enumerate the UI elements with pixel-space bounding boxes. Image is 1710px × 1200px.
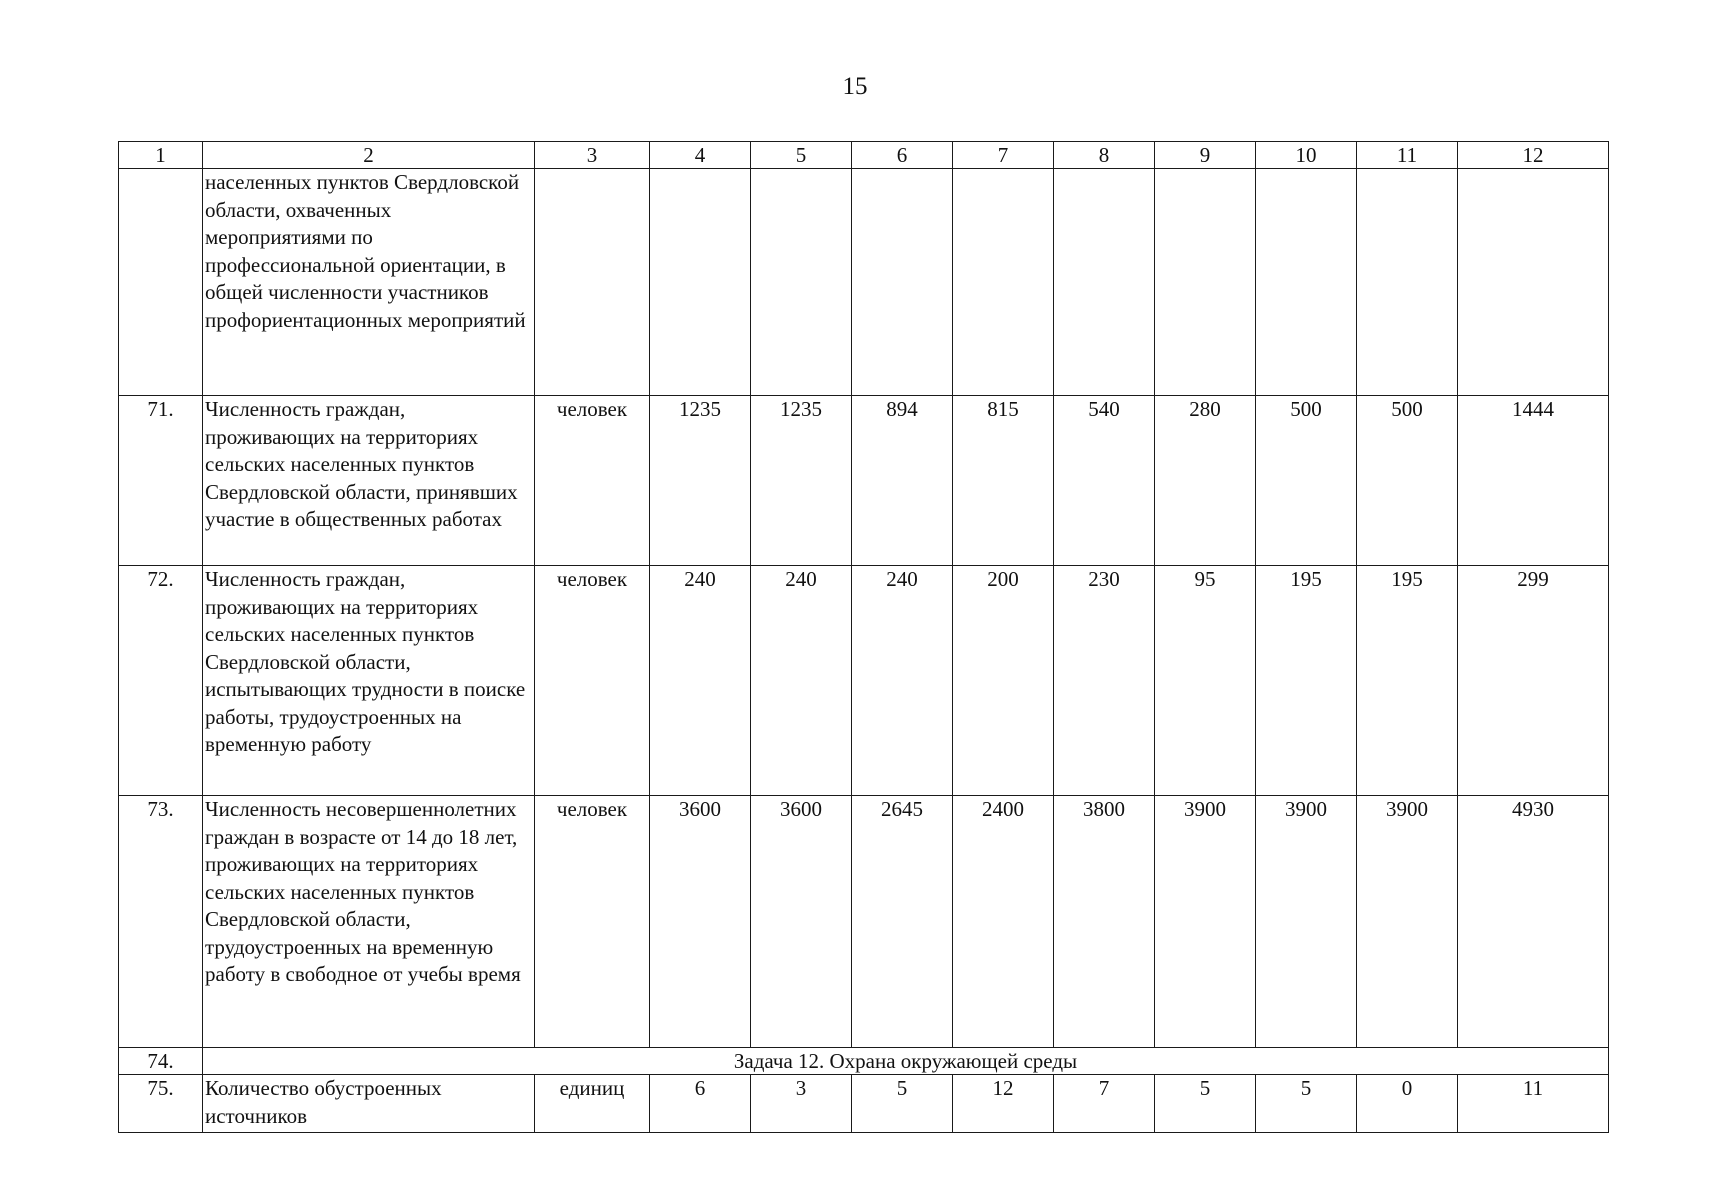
value-cell: [1256, 169, 1357, 396]
row-number: 71.: [119, 396, 203, 566]
header-cell: 4: [650, 142, 751, 169]
header-cell: 3: [535, 142, 650, 169]
value-cell: 500: [1357, 396, 1458, 566]
value-cell: 3900: [1357, 796, 1458, 1048]
row-number: [119, 169, 203, 396]
table-row: [119, 169, 1609, 396]
table-row: [119, 566, 1609, 796]
value-cell: 3600: [650, 796, 751, 1048]
value-cell: [953, 169, 1054, 396]
value-cell: 3: [751, 1075, 852, 1133]
table-row: [119, 1075, 1609, 1133]
unit-cell: человек: [535, 396, 650, 566]
header-cell: 6: [852, 142, 953, 169]
row-number: 72.: [119, 566, 203, 796]
value-cell: 5: [1256, 1075, 1357, 1133]
value-cell: 240: [650, 566, 751, 796]
value-cell: 3900: [1155, 796, 1256, 1048]
header-cell: 7: [953, 142, 1054, 169]
value-cell: 240: [852, 566, 953, 796]
value-cell: 6: [650, 1075, 751, 1133]
value-cell: 1444: [1458, 396, 1609, 566]
table-row: [119, 796, 1609, 1048]
unit-cell: единиц: [535, 1075, 650, 1133]
value-cell: 2645: [852, 796, 953, 1048]
value-cell: 12: [953, 1075, 1054, 1133]
value-cell: 5: [852, 1075, 953, 1133]
value-cell: 3600: [751, 796, 852, 1048]
header-cell: 5: [751, 142, 852, 169]
indicator-name: населенных пунктов Свердловской области, охваченных мероприятиями по профессиональной ориентации, в общей численности участников профориентационных мероприятий: [203, 169, 535, 396]
header-cell: 2: [203, 142, 535, 169]
table-row: [119, 396, 1609, 566]
indicator-name: Численность несовершеннолетних граждан в возрасте от 14 до 18 лет, проживающих на территориях сельских населенных пунктов Свердловской области, трудоустроенных на временную работу в свободное от учебы время: [203, 796, 535, 1048]
header-cell: 11: [1357, 142, 1458, 169]
value-cell: 11: [1458, 1075, 1609, 1133]
value-cell: [1054, 169, 1155, 396]
value-cell: 230: [1054, 566, 1155, 796]
indicator-name: Численность граждан, проживающих на территориях сельских населенных пунктов Свердловской области, испытывающих трудности в поиске работы, трудоустроенных на временную работу: [203, 566, 535, 796]
value-cell: 500: [1256, 396, 1357, 566]
page-number: 15: [842, 73, 868, 100]
header-cell: 9: [1155, 142, 1256, 169]
value-cell: 815: [953, 396, 1054, 566]
value-cell: 5: [1155, 1075, 1256, 1133]
value-cell: 200: [953, 566, 1054, 796]
value-cell: [1357, 169, 1458, 396]
unit-cell: человек: [535, 796, 650, 1048]
value-cell: 280: [1155, 396, 1256, 566]
value-cell: 3800: [1054, 796, 1155, 1048]
header-cell: 10: [1256, 142, 1357, 169]
value-cell: [751, 169, 852, 396]
value-cell: 299: [1458, 566, 1609, 796]
row-number: 74.: [119, 1048, 203, 1075]
table-header: [119, 142, 1609, 169]
section-row: [119, 1048, 1609, 1075]
value-cell: 1235: [650, 396, 751, 566]
value-cell: 195: [1256, 566, 1357, 796]
unit-cell: [535, 169, 650, 396]
header-cell: 1: [119, 142, 203, 169]
value-cell: 0: [1357, 1075, 1458, 1133]
value-cell: [1458, 169, 1609, 396]
value-cell: 894: [852, 396, 953, 566]
value-cell: 240: [751, 566, 852, 796]
value-cell: [650, 169, 751, 396]
indicators-table: [118, 141, 1609, 1133]
header-cell: 12: [1458, 142, 1609, 169]
row-number: 73.: [119, 796, 203, 1048]
value-cell: [852, 169, 953, 396]
header-cell: 8: [1054, 142, 1155, 169]
header-row: [119, 142, 1609, 169]
value-cell: 195: [1357, 566, 1458, 796]
indicator-name: Численность граждан, проживающих на территориях сельских населенных пунктов Свердловской области, принявших участие в общественных работах: [203, 396, 535, 566]
value-cell: 95: [1155, 566, 1256, 796]
unit-cell: человек: [535, 566, 650, 796]
value-cell: [1155, 169, 1256, 396]
indicator-name: Количество обустроенных источников: [203, 1075, 535, 1133]
row-number: 75.: [119, 1075, 203, 1133]
value-cell: 540: [1054, 396, 1155, 566]
value-cell: 1235: [751, 396, 852, 566]
section-title: Задача 12. Охрана окружающей среды: [203, 1048, 1609, 1075]
value-cell: 7: [1054, 1075, 1155, 1133]
value-cell: 3900: [1256, 796, 1357, 1048]
value-cell: 2400: [953, 796, 1054, 1048]
value-cell: 4930: [1458, 796, 1609, 1048]
